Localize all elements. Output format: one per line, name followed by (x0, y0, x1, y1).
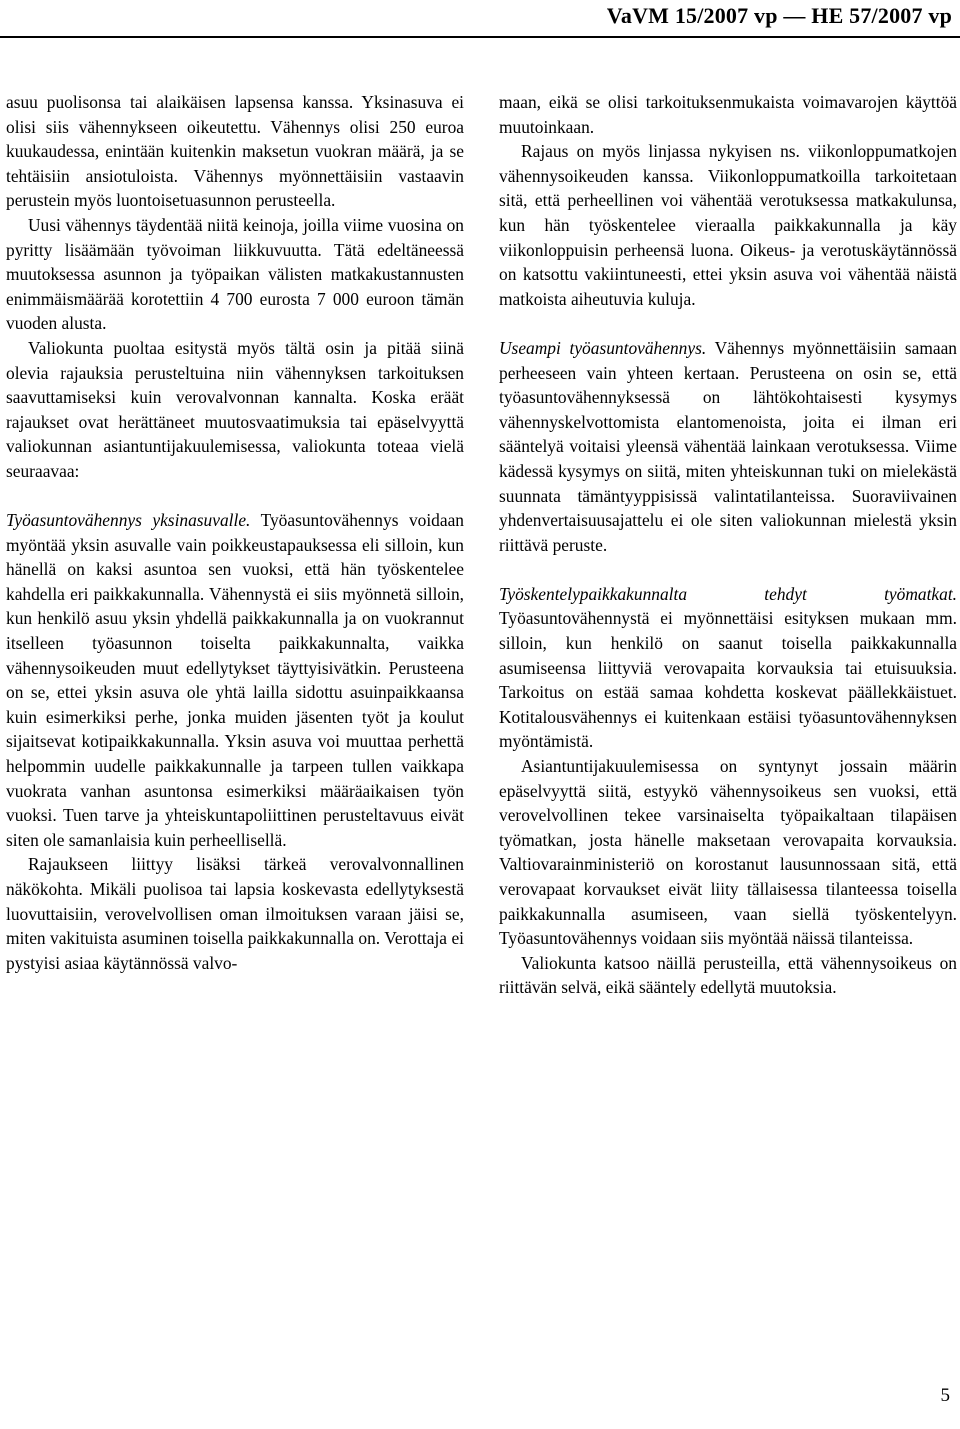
header-rule (0, 36, 960, 38)
right-paragraph-5: Asiantuntijakuulemisessa on syntynyt jossain määrin epäselvyyttä siitä, estyykö vähennysoikeus sen vuoksi, että verovelvollinen tekee varsinaiselta työpaikaltaan tilapäisen työmatkan, josta hänelle maksetaan verovapaita korvauksia. Valtiovarainministeriö on korostanut lausunnossaan sitä, että verovapaat korvaukset eivät liity tällaisessa tilanteessa toisella paikkakunnalla asumiseen, vaan siellä työskentelyyn. Työasuntovähennys voidaan siis myöntää näissä tilanteissa. (499, 756, 957, 949)
right-paragraph-2: Rajaus on myös linjassa nykyisen ns. viikonloppumatkojen vähennysoikeuden kanssa. Viikonloppumatkoilla tarkoitetaan sitä, että perheellinen voi vähentää verotuksessa matkakulunsa, kun hän työskentelee vieraalla paikkakunnalla ja käy viikonloppuisin perheensä luona. Oikeus- ja verotuskäytännössä on katsottu vakiintuneesti, ettei yksin asuva voi vähentää näistä matkoista aiheutuvia kuluja. (499, 141, 957, 309)
paragraph-gap (499, 557, 957, 582)
section-heading-useampi: Useampi työasuntovähennys. (499, 337, 707, 358)
section-body-tyomatkat: Työasuntovähennystä ei myönnettäisi esityksen mukaan mm. silloin, kun henkilö on saanut toisella paikkakunnalla asumiseensa liittyviä verovapaita korvauksia tai etuisuuksia. Tarkoitus on estää samaa kohdetta koskevat päällekkäistuet. Kotitalousvähennys ei kuitenkaan estäisi työasuntovähennyksen myöntämistä. (499, 608, 957, 752)
left-paragraph-3: Valiokunta puoltaa esitystä myös tältä osin ja pitää siinä olevia rajauksia perusteltuina niin vähennyksen tarkoituksen saavuttamiseksi kuin verovalvonnan kannalta. Koska eräät rajaukset ovat herättäneet muutosvaatimuksia tai epäselvyyttä valiokunnan asiantuntijakuulemisessa, valiokunta toteaa vielä seuraavaa: (6, 337, 464, 481)
left-column (6, 90, 464, 975)
section-heading-tyomatkat: Työskentelypaikkakunnalta tehdyt työmatkat. (499, 583, 957, 604)
paragraph-gap (6, 484, 464, 509)
left-paragraph-2: Uusi vähennys täydentää niitä keinoja, joilla viime vuosina on pyritty lisäämään työvoiman liikkuvuutta. Tätä edeltäneessä muutoksessa asunnon ja työpaikan välisten matkakustannusten enimmäismäärää korotettiin 4 700 eurosta 7 000 euroon tämän vuoden alusta. (6, 214, 464, 334)
page-number: 5 (940, 1385, 950, 1406)
right-paragraph-1: maan, eikä se olisi tarkoituksenmukaista voimavarojen käyttöä muutoinkaan. (499, 92, 957, 137)
right-paragraph-6: Valiokunta katsoo näillä perusteilla, että vähennysoikeus on riittävän selvä, eikä sääntely edellytä muutoksia. (499, 952, 957, 998)
paragraph-gap (499, 311, 957, 336)
left-paragraph-4 (6, 508, 464, 852)
page-header (0, 0, 960, 38)
section-heading-yksinasuvalle: Työasuntovähennys yksinasuvalle. (6, 510, 251, 531)
right-paragraph-4 (499, 582, 957, 754)
section-body-useampi: Vähennys myönnettäisiin samaan perheeseen vain yhteen kertaan. Perusteena on osin se, että työasuntovähennyksessä on lähtökohtaisesti kysymys vähennyskelvottomista elantomenoista, joita ei ilman eri sääntelyä voitaisi yleensä vähentää lainkaan verotuksessa. Viime kädessä kysymys on siitä, miten yhteiskunnan tuki on mielekästä suunnata tämäntyyppisissä valintatilanteissa. Suoraviivainen yhdenvertaisuusajattelu ei ole siten valiokunnan mielestä yksin riittävä peruste. (499, 337, 957, 555)
section-body-yksinasuvalle: Työasuntovähennys voidaan myöntää yksin asuvalle vain poikkeustapauksessa eli silloin, kun hänellä on kaksi asuntoa sen vuoksi, että hän työskentelee kahdella eri paikkakunnalla. Vähennystä ei siis myönnetä silloin, kun henkilö asuu yksin yhdellä paikkakunnalla ja on vuokrannut itselleen työasunnon toiselta paikkakunnalta, vaikka vähennysoikeuden muut edellytykset täyttyisivätkin. Perusteena on se, ettei yksin asuva ole yhtä lailla sidottu asuinpaikkaansa kuin esimerkiksi perhe, jonka muiden jäsenten työt ja koulut sijaitsevat kotipaikkakunnalla. Yksin asuva voi muuttaa perhettä helpommin uudelle paikkakunnalle ja tarpeen tullen vaikkapa vuokrata vanhan asuntonsa esimerkiksi määräaikaisen työn vuoksi. Tuen tarve ja yhteiskuntapoliittinen perusteltavuus eivät siten ole samanlaisia kuin perheellisellä. (6, 510, 464, 850)
right-paragraph-3 (499, 336, 957, 557)
right-column (499, 90, 957, 1000)
left-paragraph-5: Rajaukseen liittyy lisäksi tärkeä verovalvonnallinen näkökohta. Mikäli puolisoa tai lapsia koskevasta edellytyksestä luovuttaisiin, verovelvollisen oman ilmoituksen varaan jäisi se, miten vakituista asuminen toisella paikkakunnalla on. Verottaja ei pystyisi asiaa käytännössä valvo- (6, 854, 464, 973)
left-paragraph-1: asuu puolisonsa tai alaikäisen lapsensa kanssa. Yksinasuva ei olisi siis vähennykseen oikeutettu. Vähennys olisi 250 euroa kuukaudessa, enintään kuitenkin maksetun vuokran määrä, ja se tehtäisiin ansiotuloista. Vähennys myönnettäisiin vastaavin perustein myös luontoisetuasunnon perusteella. (6, 92, 464, 211)
running-title: VaVM 15/2007 vp — HE 57/2007 vp (606, 3, 952, 28)
